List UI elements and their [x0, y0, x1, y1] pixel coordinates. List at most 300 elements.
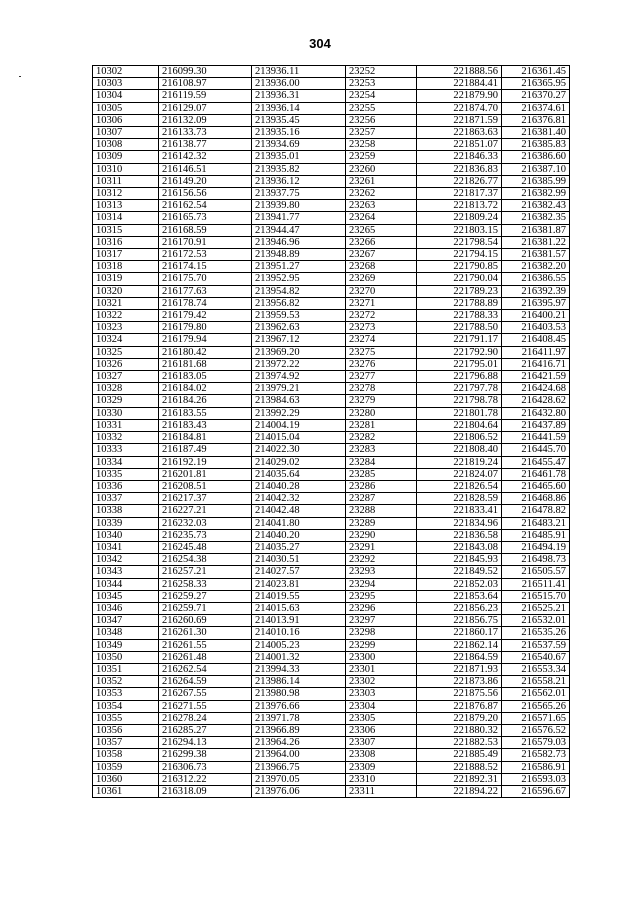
y-coordinate-left-cell: 213994.33	[252, 663, 346, 675]
y-coordinate-left-cell: 213979.21	[252, 383, 346, 395]
point-number-left-cell: 10321	[93, 297, 159, 309]
x-coordinate-left-cell: 216184.02	[159, 383, 252, 395]
y-coordinate-left-cell: 213937.75	[252, 188, 346, 200]
y-coordinate-left-cell: 213941.77	[252, 212, 346, 224]
y-coordinate-left-cell: 214001.32	[252, 651, 346, 663]
x-coordinate-right-cell: 221856.75	[417, 615, 502, 627]
y-coordinate-left-cell: 213946.96	[252, 236, 346, 248]
x-coordinate-left-cell: 216142.32	[159, 151, 252, 163]
x-coordinate-left-cell: 216179.42	[159, 310, 252, 322]
x-coordinate-right-cell: 221788.33	[417, 310, 502, 322]
x-coordinate-right-cell: 221888.56	[417, 66, 502, 78]
y-coordinate-right-cell: 216424.68	[502, 383, 570, 395]
point-number-right-cell: 23282	[346, 432, 417, 444]
table-row	[93, 651, 570, 663]
y-coordinate-right-cell: 216582.73	[502, 749, 570, 761]
y-coordinate-right-cell: 216421.59	[502, 371, 570, 383]
x-coordinate-right-cell: 221801.78	[417, 407, 502, 419]
y-coordinate-right-cell: 216403.53	[502, 322, 570, 334]
x-coordinate-right-cell: 221851.07	[417, 139, 502, 151]
y-coordinate-right-cell: 216498.73	[502, 554, 570, 566]
point-number-left-cell: 10309	[93, 151, 159, 163]
point-number-left-cell: 10318	[93, 261, 159, 273]
x-coordinate-left-cell: 216184.81	[159, 432, 252, 444]
point-number-right-cell: 23288	[346, 505, 417, 517]
x-coordinate-left-cell: 216264.59	[159, 676, 252, 688]
y-coordinate-left-cell: 213939.80	[252, 200, 346, 212]
x-coordinate-right-cell: 221860.17	[417, 627, 502, 639]
x-coordinate-left-cell: 216260.69	[159, 615, 252, 627]
table-row	[93, 444, 570, 456]
x-coordinate-left-cell: 216262.54	[159, 663, 252, 675]
x-coordinate-left-cell: 216201.81	[159, 468, 252, 480]
y-coordinate-right-cell: 216511.41	[502, 578, 570, 590]
point-number-right-cell: 23285	[346, 468, 417, 480]
x-coordinate-right-cell: 221852.03	[417, 578, 502, 590]
x-coordinate-right-cell: 221790.85	[417, 261, 502, 273]
x-coordinate-right-cell: 221826.77	[417, 175, 502, 187]
x-coordinate-right-cell: 221856.23	[417, 602, 502, 614]
x-coordinate-right-cell: 221791.17	[417, 334, 502, 346]
x-coordinate-left-cell: 216278.24	[159, 712, 252, 724]
table-row	[93, 432, 570, 444]
point-number-right-cell: 23276	[346, 358, 417, 370]
x-coordinate-left-cell: 216181.68	[159, 358, 252, 370]
x-coordinate-right-cell: 221843.08	[417, 541, 502, 553]
x-coordinate-right-cell: 221864.59	[417, 651, 502, 663]
y-coordinate-left-cell: 213976.06	[252, 785, 346, 797]
y-coordinate-left-cell: 213984.63	[252, 395, 346, 407]
table-row	[93, 554, 570, 566]
x-coordinate-right-cell: 221873.86	[417, 676, 502, 688]
y-coordinate-left-cell: 213936.11	[252, 66, 346, 78]
point-number-right-cell: 23266	[346, 236, 417, 248]
point-number-left-cell: 10302	[93, 66, 159, 78]
x-coordinate-right-cell: 221819.24	[417, 456, 502, 468]
y-coordinate-left-cell: 214035.64	[252, 468, 346, 480]
point-number-right-cell: 23298	[346, 627, 417, 639]
point-number-left-cell: 10325	[93, 346, 159, 358]
y-coordinate-right-cell: 216400.21	[502, 310, 570, 322]
coordinates-table	[92, 65, 570, 798]
point-number-right-cell: 23310	[346, 773, 417, 785]
y-coordinate-left-cell: 213936.31	[252, 90, 346, 102]
point-number-left-cell: 10340	[93, 529, 159, 541]
point-number-right-cell: 23291	[346, 541, 417, 553]
point-number-left-cell: 10355	[93, 712, 159, 724]
point-number-right-cell: 23268	[346, 261, 417, 273]
y-coordinate-right-cell: 216437.89	[502, 419, 570, 431]
x-coordinate-left-cell: 216138.77	[159, 139, 252, 151]
x-coordinate-left-cell: 216245.48	[159, 541, 252, 553]
x-coordinate-left-cell: 216183.43	[159, 419, 252, 431]
table-row	[93, 419, 570, 431]
y-coordinate-left-cell: 213964.26	[252, 737, 346, 749]
y-coordinate-right-cell: 216408.45	[502, 334, 570, 346]
y-coordinate-left-cell: 214013.91	[252, 615, 346, 627]
table-row	[93, 334, 570, 346]
y-coordinate-right-cell: 216532.01	[502, 615, 570, 627]
x-coordinate-left-cell: 216183.55	[159, 407, 252, 419]
point-number-right-cell: 23274	[346, 334, 417, 346]
y-coordinate-left-cell: 213951.27	[252, 261, 346, 273]
y-coordinate-left-cell: 214027.57	[252, 566, 346, 578]
table-row	[93, 578, 570, 590]
point-number-right-cell: 23265	[346, 224, 417, 236]
x-coordinate-right-cell: 221804.64	[417, 419, 502, 431]
y-coordinate-right-cell: 216558.21	[502, 676, 570, 688]
point-number-right-cell: 23272	[346, 310, 417, 322]
point-number-right-cell: 23294	[346, 578, 417, 590]
point-number-right-cell: 23277	[346, 371, 417, 383]
x-coordinate-right-cell: 221879.20	[417, 712, 502, 724]
y-coordinate-right-cell: 216461.78	[502, 468, 570, 480]
table-row	[93, 224, 570, 236]
x-coordinate-right-cell: 221884.41	[417, 78, 502, 90]
point-number-left-cell: 10334	[93, 456, 159, 468]
x-coordinate-left-cell: 216259.27	[159, 590, 252, 602]
x-coordinate-left-cell: 216168.59	[159, 224, 252, 236]
point-number-left-cell: 10360	[93, 773, 159, 785]
y-coordinate-left-cell: 214042.48	[252, 505, 346, 517]
point-number-right-cell: 23286	[346, 480, 417, 492]
point-number-left-cell: 10353	[93, 688, 159, 700]
table-row	[93, 236, 570, 248]
x-coordinate-right-cell: 221824.07	[417, 468, 502, 480]
y-coordinate-left-cell: 213948.89	[252, 249, 346, 261]
x-coordinate-left-cell: 216119.59	[159, 90, 252, 102]
point-number-right-cell: 23271	[346, 297, 417, 309]
x-coordinate-left-cell: 216261.48	[159, 651, 252, 663]
table-row	[93, 249, 570, 261]
y-coordinate-right-cell: 216576.52	[502, 724, 570, 736]
point-number-left-cell: 10348	[93, 627, 159, 639]
point-number-right-cell: 23299	[346, 639, 417, 651]
point-number-right-cell: 23284	[346, 456, 417, 468]
point-number-left-cell: 10356	[93, 724, 159, 736]
x-coordinate-left-cell: 216172.53	[159, 249, 252, 261]
y-coordinate-left-cell: 213934.69	[252, 139, 346, 151]
point-number-left-cell: 10308	[93, 139, 159, 151]
y-coordinate-right-cell: 216468.86	[502, 493, 570, 505]
y-coordinate-left-cell: 214010.16	[252, 627, 346, 639]
point-number-left-cell: 10361	[93, 785, 159, 797]
point-number-right-cell: 23302	[346, 676, 417, 688]
point-number-right-cell: 23258	[346, 139, 417, 151]
y-coordinate-right-cell: 216586.91	[502, 761, 570, 773]
x-coordinate-right-cell: 221796.88	[417, 371, 502, 383]
y-coordinate-left-cell: 213936.14	[252, 102, 346, 114]
point-number-right-cell: 23296	[346, 602, 417, 614]
point-number-left-cell: 10335	[93, 468, 159, 480]
x-coordinate-left-cell: 216267.55	[159, 688, 252, 700]
x-coordinate-right-cell: 221792.90	[417, 346, 502, 358]
table-row	[93, 371, 570, 383]
x-coordinate-left-cell: 216285.27	[159, 724, 252, 736]
point-number-left-cell: 10312	[93, 188, 159, 200]
y-coordinate-left-cell: 214004.19	[252, 419, 346, 431]
y-coordinate-right-cell: 216525.21	[502, 602, 570, 614]
point-number-right-cell: 23254	[346, 90, 417, 102]
y-coordinate-right-cell: 216465.60	[502, 480, 570, 492]
point-number-left-cell: 10338	[93, 505, 159, 517]
x-coordinate-left-cell: 216179.94	[159, 334, 252, 346]
point-number-left-cell: 10342	[93, 554, 159, 566]
point-number-right-cell: 23287	[346, 493, 417, 505]
x-coordinate-right-cell: 221862.14	[417, 639, 502, 651]
y-coordinate-left-cell: 214041.80	[252, 517, 346, 529]
point-number-left-cell: 10316	[93, 236, 159, 248]
x-coordinate-left-cell: 216175.70	[159, 273, 252, 285]
x-coordinate-right-cell: 221808.40	[417, 444, 502, 456]
x-coordinate-left-cell: 216261.30	[159, 627, 252, 639]
point-number-left-cell: 10343	[93, 566, 159, 578]
point-number-right-cell: 23295	[346, 590, 417, 602]
x-coordinate-right-cell: 221879.90	[417, 90, 502, 102]
table-row	[93, 127, 570, 139]
y-coordinate-left-cell: 214029.02	[252, 456, 346, 468]
point-number-left-cell: 10331	[93, 419, 159, 431]
y-coordinate-left-cell: 213974.92	[252, 371, 346, 383]
point-number-right-cell: 23309	[346, 761, 417, 773]
point-number-left-cell: 10306	[93, 114, 159, 126]
x-coordinate-right-cell: 221836.83	[417, 163, 502, 175]
y-coordinate-left-cell: 214040.20	[252, 529, 346, 541]
point-number-left-cell: 10314	[93, 212, 159, 224]
y-coordinate-left-cell: 213967.12	[252, 334, 346, 346]
y-coordinate-right-cell: 216382.20	[502, 261, 570, 273]
table-row	[93, 505, 570, 517]
x-coordinate-left-cell: 216178.74	[159, 297, 252, 309]
y-coordinate-right-cell: 216562.01	[502, 688, 570, 700]
point-number-right-cell: 23293	[346, 566, 417, 578]
x-coordinate-left-cell: 216208.51	[159, 480, 252, 492]
y-coordinate-left-cell: 213935.45	[252, 114, 346, 126]
y-coordinate-right-cell: 216370.27	[502, 90, 570, 102]
y-coordinate-right-cell: 216381.57	[502, 249, 570, 261]
point-number-left-cell: 10357	[93, 737, 159, 749]
x-coordinate-right-cell: 221882.53	[417, 737, 502, 749]
y-coordinate-left-cell: 214005.23	[252, 639, 346, 651]
point-number-left-cell: 10324	[93, 334, 159, 346]
y-coordinate-left-cell: 213954.82	[252, 285, 346, 297]
x-coordinate-right-cell: 221795.01	[417, 358, 502, 370]
x-coordinate-right-cell: 221836.58	[417, 529, 502, 541]
x-coordinate-right-cell: 221817.37	[417, 188, 502, 200]
table-row	[93, 663, 570, 675]
point-number-right-cell: 23279	[346, 395, 417, 407]
table-row	[93, 346, 570, 358]
x-coordinate-left-cell: 216179.80	[159, 322, 252, 334]
point-number-right-cell: 23306	[346, 724, 417, 736]
point-number-right-cell: 23269	[346, 273, 417, 285]
y-coordinate-left-cell: 214015.63	[252, 602, 346, 614]
table-row	[93, 297, 570, 309]
y-coordinate-left-cell: 214030.51	[252, 554, 346, 566]
x-coordinate-right-cell: 221876.87	[417, 700, 502, 712]
x-coordinate-left-cell: 216170.91	[159, 236, 252, 248]
x-coordinate-left-cell: 216312.22	[159, 773, 252, 785]
point-number-left-cell: 10311	[93, 175, 159, 187]
x-coordinate-right-cell: 221885.49	[417, 749, 502, 761]
x-coordinate-left-cell: 216180.42	[159, 346, 252, 358]
y-coordinate-right-cell: 216596.67	[502, 785, 570, 797]
point-number-right-cell: 23300	[346, 651, 417, 663]
table-row	[93, 188, 570, 200]
table-row	[93, 639, 570, 651]
table-row	[93, 627, 570, 639]
table-row	[93, 773, 570, 785]
y-coordinate-right-cell: 216374.61	[502, 102, 570, 114]
point-number-left-cell: 10322	[93, 310, 159, 322]
y-coordinate-left-cell: 214040.28	[252, 480, 346, 492]
y-coordinate-left-cell: 213980.98	[252, 688, 346, 700]
x-coordinate-right-cell: 221789.23	[417, 285, 502, 297]
point-number-right-cell: 23267	[346, 249, 417, 261]
x-coordinate-right-cell: 221892.31	[417, 773, 502, 785]
y-coordinate-right-cell: 216428.62	[502, 395, 570, 407]
table-row	[93, 517, 570, 529]
point-number-right-cell: 23264	[346, 212, 417, 224]
table-row	[93, 151, 570, 163]
x-coordinate-left-cell: 216235.73	[159, 529, 252, 541]
x-coordinate-left-cell: 216271.55	[159, 700, 252, 712]
y-coordinate-right-cell: 216537.59	[502, 639, 570, 651]
point-number-right-cell: 23263	[346, 200, 417, 212]
point-number-left-cell: 10346	[93, 602, 159, 614]
point-number-left-cell: 10336	[93, 480, 159, 492]
x-coordinate-left-cell: 216108.97	[159, 78, 252, 90]
table-body	[93, 66, 570, 798]
table-row	[93, 261, 570, 273]
point-number-left-cell: 10303	[93, 78, 159, 90]
point-number-right-cell: 23262	[346, 188, 417, 200]
scan-speck	[19, 76, 21, 77]
y-coordinate-left-cell: 213962.63	[252, 322, 346, 334]
y-coordinate-left-cell: 213935.01	[252, 151, 346, 163]
x-coordinate-right-cell: 221828.59	[417, 493, 502, 505]
y-coordinate-right-cell: 216392.39	[502, 285, 570, 297]
y-coordinate-left-cell: 214022.30	[252, 444, 346, 456]
y-coordinate-right-cell: 216381.22	[502, 236, 570, 248]
point-number-left-cell: 10354	[93, 700, 159, 712]
x-coordinate-left-cell: 216177.63	[159, 285, 252, 297]
point-number-right-cell: 23292	[346, 554, 417, 566]
table-row	[93, 114, 570, 126]
point-number-left-cell: 10307	[93, 127, 159, 139]
y-coordinate-right-cell: 216593.03	[502, 773, 570, 785]
x-coordinate-left-cell: 216258.33	[159, 578, 252, 590]
y-coordinate-left-cell: 214042.32	[252, 493, 346, 505]
x-coordinate-left-cell: 216099.30	[159, 66, 252, 78]
y-coordinate-right-cell: 216455.47	[502, 456, 570, 468]
point-number-left-cell: 10332	[93, 432, 159, 444]
x-coordinate-left-cell: 216232.03	[159, 517, 252, 529]
y-coordinate-left-cell: 213969.20	[252, 346, 346, 358]
x-coordinate-left-cell: 216254.38	[159, 554, 252, 566]
table-row	[93, 749, 570, 761]
x-coordinate-right-cell: 221797.78	[417, 383, 502, 395]
y-coordinate-right-cell: 216535.26	[502, 627, 570, 639]
y-coordinate-right-cell: 216361.45	[502, 66, 570, 78]
point-number-right-cell: 23278	[346, 383, 417, 395]
table-row	[93, 785, 570, 797]
point-number-left-cell: 10328	[93, 383, 159, 395]
point-number-left-cell: 10359	[93, 761, 159, 773]
table-row	[93, 407, 570, 419]
table-row	[93, 358, 570, 370]
point-number-left-cell: 10319	[93, 273, 159, 285]
point-number-right-cell: 23308	[346, 749, 417, 761]
y-coordinate-left-cell: 213935.16	[252, 127, 346, 139]
y-coordinate-left-cell: 213976.66	[252, 700, 346, 712]
point-number-left-cell: 10350	[93, 651, 159, 663]
y-coordinate-right-cell: 216386.55	[502, 273, 570, 285]
y-coordinate-right-cell: 216445.70	[502, 444, 570, 456]
x-coordinate-right-cell: 221788.89	[417, 297, 502, 309]
x-coordinate-right-cell: 221894.22	[417, 785, 502, 797]
table-row	[93, 102, 570, 114]
point-number-right-cell: 23270	[346, 285, 417, 297]
x-coordinate-left-cell: 216257.21	[159, 566, 252, 578]
point-number-right-cell: 23275	[346, 346, 417, 358]
x-coordinate-left-cell: 216162.54	[159, 200, 252, 212]
x-coordinate-left-cell: 216133.73	[159, 127, 252, 139]
y-coordinate-left-cell: 213935.82	[252, 163, 346, 175]
y-coordinate-left-cell: 213966.75	[252, 761, 346, 773]
table-row	[93, 480, 570, 492]
x-coordinate-right-cell: 221845.93	[417, 554, 502, 566]
point-number-right-cell: 23260	[346, 163, 417, 175]
table-row	[93, 761, 570, 773]
table-row	[93, 493, 570, 505]
point-number-left-cell: 10317	[93, 249, 159, 261]
point-number-left-cell: 10347	[93, 615, 159, 627]
x-coordinate-right-cell: 221863.63	[417, 127, 502, 139]
table-row	[93, 212, 570, 224]
point-number-left-cell: 10320	[93, 285, 159, 297]
y-coordinate-right-cell: 216381.87	[502, 224, 570, 236]
x-coordinate-right-cell: 221826.54	[417, 480, 502, 492]
table-row	[93, 322, 570, 334]
x-coordinate-left-cell: 216129.07	[159, 102, 252, 114]
table-row	[93, 66, 570, 78]
point-number-right-cell: 23303	[346, 688, 417, 700]
point-number-right-cell: 23307	[346, 737, 417, 749]
y-coordinate-left-cell: 213992.29	[252, 407, 346, 419]
y-coordinate-right-cell: 216381.40	[502, 127, 570, 139]
x-coordinate-left-cell: 216294.13	[159, 737, 252, 749]
x-coordinate-left-cell: 216192.19	[159, 456, 252, 468]
y-coordinate-left-cell: 213970.05	[252, 773, 346, 785]
table-row	[93, 163, 570, 175]
y-coordinate-right-cell: 216478.82	[502, 505, 570, 517]
y-coordinate-left-cell: 213952.95	[252, 273, 346, 285]
point-number-left-cell: 10344	[93, 578, 159, 590]
y-coordinate-right-cell: 216411.97	[502, 346, 570, 358]
point-number-right-cell: 23256	[346, 114, 417, 126]
point-number-left-cell: 10351	[93, 663, 159, 675]
point-number-left-cell: 10337	[93, 493, 159, 505]
table-row	[93, 139, 570, 151]
table-row	[93, 541, 570, 553]
point-number-right-cell: 23305	[346, 712, 417, 724]
x-coordinate-left-cell: 216184.26	[159, 395, 252, 407]
y-coordinate-right-cell: 216571.65	[502, 712, 570, 724]
y-coordinate-right-cell: 216553.34	[502, 663, 570, 675]
y-coordinate-left-cell: 213944.47	[252, 224, 346, 236]
y-coordinate-right-cell: 216579.03	[502, 737, 570, 749]
